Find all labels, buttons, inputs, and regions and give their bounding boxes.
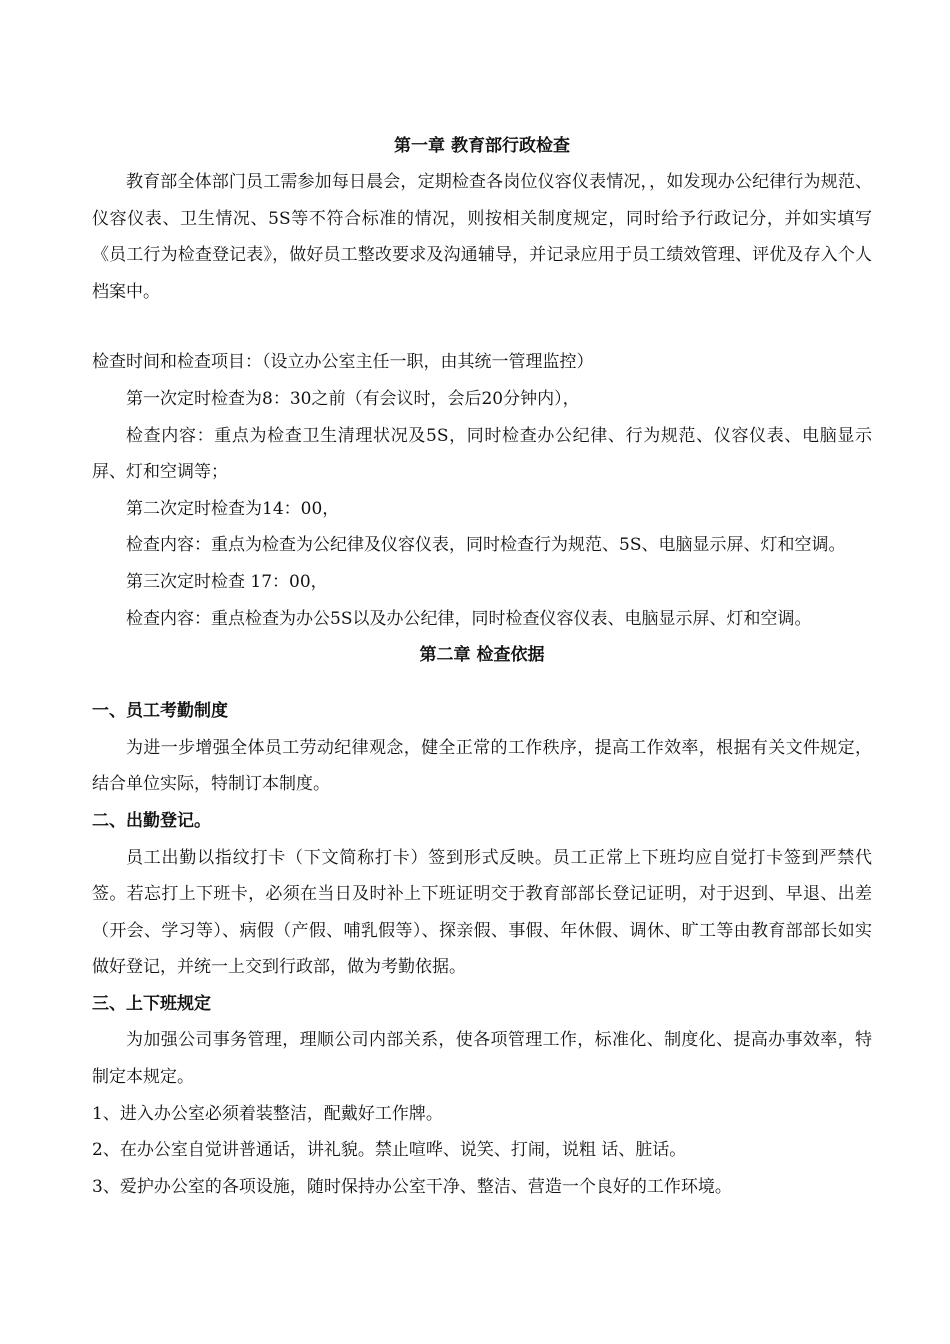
section-2-title: 二、出勤登记。	[92, 810, 211, 831]
second-check-content: 检查内容：重点为检查为公纪律及仪容仪表，同时检查行为规范、5S、电脑显示屏、灯和空调。	[126, 535, 846, 556]
rule-item-3: 3、爱护办公室的各项设施，随时保持办公室干净、整洁、营造一个良好的工作环境。	[92, 1176, 732, 1197]
rule-item-1: 1、进入办公室必须着装整洁，配戴好工作牌。	[92, 1103, 443, 1124]
second-check: 第二次定时检查为14：00，	[126, 498, 340, 519]
chapter-1-title: 第一章 教育部行政检查	[394, 136, 570, 156]
section-1-body: 为进一步增强全体员工劳动纪律观念，健全正常的工作秩序，提高工作效率，根据有关文件规定，结合单位实际，特制订本制度。	[92, 737, 872, 795]
spacer	[92, 673, 872, 693]
third-check-content: 检查内容：重点检查为办公5S以及办公纪律，同时检查仪容仪表、电脑显示屏、灯和空调。	[126, 608, 812, 629]
chapter-2-title: 第二章 检查依据	[419, 645, 545, 666]
section-3-body: 为加强公司事务管理，理顺公司内部关系，使各项管理工作，标准化、制度化、提高办事效率，特制定本规定。	[92, 1030, 872, 1088]
third-check: 第三次定时检查 17：00，	[126, 571, 328, 592]
chapter-1-intro: 教育部全体部门员工需参加每日晨会，定期检查各岗位仪容仪表情况，，如发现办公纪律行为规范、仪容仪表、卫生情况、5S等不符合标准的情况，则按相关制度规定，同时给予行政记分，并如实填写《员工行为检查登记表》，做好员工整改要求及沟通辅导，并记录应用于员工绩效管理、评优及存入个人档案中。	[92, 172, 872, 302]
section-3-title: 三、上下班规定	[92, 993, 211, 1014]
first-check-content: 检查内容：重点为检查卫生清理状况及5S，同时检查办公纪律、行为规范、仪容仪表、电脑显示屏、灯和空调等；	[92, 425, 872, 483]
section-2-body: 员工出勤以指纹打卡（下文简称打卡）签到形式反映。员工正常上下班均应自觉打卡签到严禁代签。若忘打上下班卡，必须在当日及时补上下班证明交于教育部部长登记证明，对于迟到、早退、出差（开会、学习等）、病假（产假、哺乳假等）、探亲假、事假、年休假、调休、旷工等由教育部部长如实做好登记，并统一上交到行政部，做为考勤依据。	[92, 847, 872, 978]
first-check: 第一次定时检查为8：30之前（有会议时，会后20分钟内），	[126, 388, 580, 409]
schedule-heading: 检查时间和检查项目：（设立办公室主任一职，由其统一管理监控）	[92, 352, 594, 373]
spacer	[92, 310, 872, 344]
rule-item-2: 2、在办公室自觉讲普通话，讲礼貌。禁止喧哗、说笑、打闹，说粗 话、脏话。	[92, 1140, 687, 1161]
document-page	[92, 128, 872, 1205]
section-1-title: 一、员工考勤制度	[92, 701, 228, 722]
